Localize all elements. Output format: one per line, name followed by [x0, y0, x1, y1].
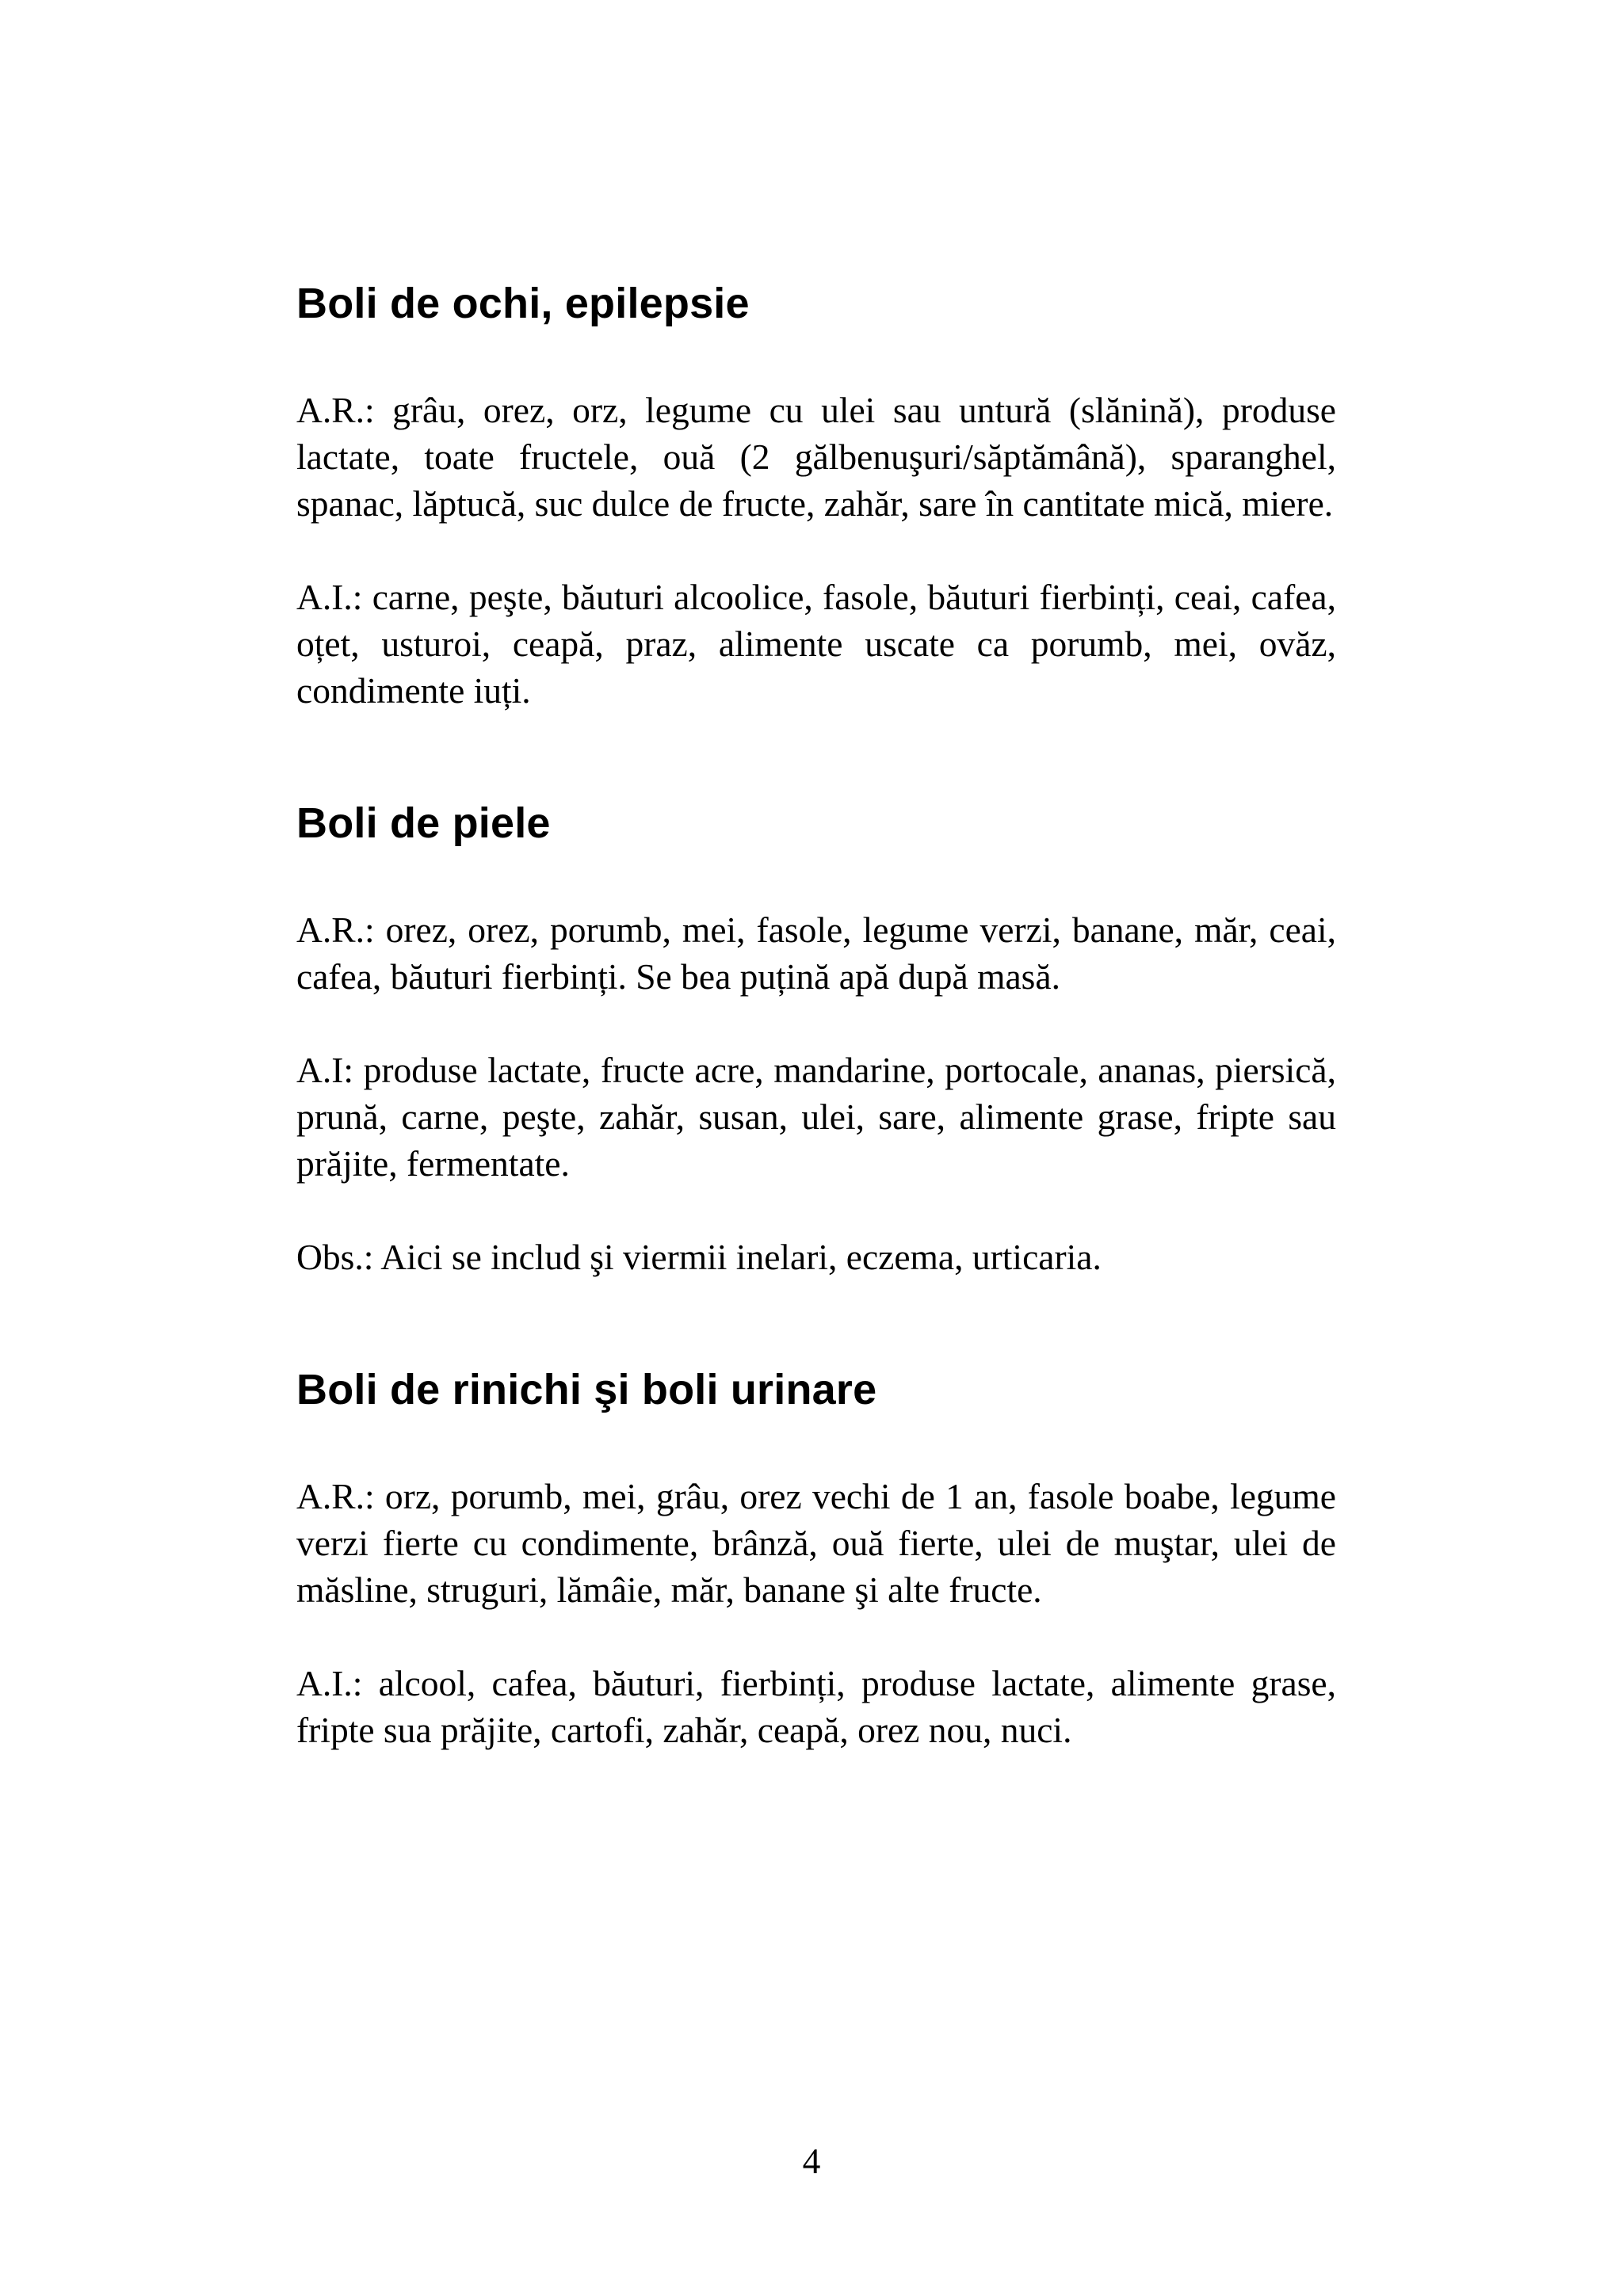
recommended-foods-paragraph: A.R.: grâu, orez, orz, legume cu ulei sau untură (slănină), produse lactate, toate fructele, ouă (2 gălbenuşuri/săptămână), sparanghel, spanac, lăptucă, suc dulce de fructe, zahăr, sare în cantitate mică, miere.	[296, 390, 1336, 524]
forbidden-foods-paragraph: A.I: produse lactate, fructe acre, mandarine, portocale, ananas, piersică, prună, carne, peşte, zahăr, susan, ulei, sare, alimente grase, fripte sau prăjite, fermentate.	[296, 1050, 1336, 1184]
forbidden-foods-paragraph: A.I.: alcool, cafea, băuturi, fierbinți, produse lactate, alimente grase, fripte sua prăjite, cartofi, zahăr, ceapă, orez nou, nuci.	[296, 1663, 1336, 1750]
section-kidney-urinary-diseases	[296, 1356, 1336, 1753]
section-eye-diseases-epilepsy	[296, 269, 1336, 714]
section-heading: Boli de rinichi şi boli urinare	[296, 1366, 877, 1413]
section-skin-diseases	[296, 789, 1336, 1280]
section-heading: Boli de ochi, epilepsie	[296, 280, 750, 327]
page-content	[296, 269, 1336, 1753]
forbidden-foods-paragraph: A.I.: carne, peşte, băuturi alcoolice, fasole, băuturi fierbinți, ceai, cafea, oțet, usturoi, ceapă, praz, alimente uscate ca porumb, mei, ovăz, condimente iuți.	[296, 577, 1336, 711]
page-number: 4	[802, 2141, 821, 2181]
recommended-foods-paragraph: A.R.: orez, orez, porumb, mei, fasole, legume verzi, banane, măr, ceai, cafea, băuturi fierbinți. Se bea puțină apă după masă.	[296, 910, 1336, 997]
recommended-foods-paragraph: A.R.: orz, porumb, mei, grâu, orez vechi de 1 an, fasole boabe, legume verzi fierte cu condimente, brânză, ouă fierte, ulei de muştar, ulei de măsline, struguri, lămâie, măr, banane şi alte fructe.	[296, 1476, 1336, 1610]
observation-paragraph: Obs.: Aici se includ şi viermii inelari, eczema, urticaria.	[296, 1237, 1102, 1277]
section-heading: Boli de piele	[296, 799, 551, 847]
